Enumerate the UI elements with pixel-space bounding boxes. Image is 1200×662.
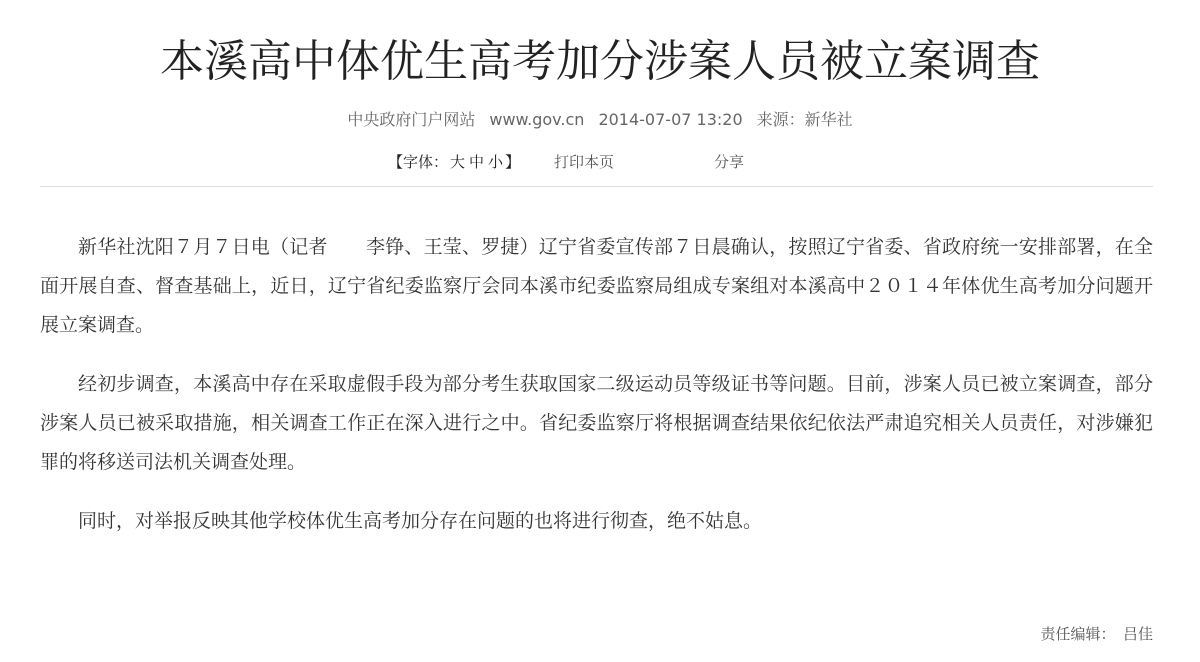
font-size-control <box>388 150 520 174</box>
responsible-editor: 责任编辑： 吕佳 <box>1040 625 1153 643</box>
source-site: 中央政府门户网站 <box>347 110 476 129</box>
site-url: www.gov.cn <box>489 110 585 129</box>
font-large-button[interactable]: 大 <box>450 153 466 171</box>
font-label-close: 】 <box>505 153 521 171</box>
paragraph-2: 经初步调查，本溪高中存在采取虚假手段为部分考生获取国家二级运动员等级证书等问题。目前，涉案人员已被立案调查，部分涉案人员已被采取措施，相关调查工作正在深入进行之中。省纪委监察厅将根据调查结果依纪依法严肃追究相关人员责任，对涉嫌犯罪的将移送司法机关调查处理。 <box>40 373 1153 473</box>
share-link[interactable]: 分享 <box>714 153 745 171</box>
font-medium-button[interactable]: 中 <box>469 153 485 171</box>
paragraph-3: 同时，对举报反映其他学校体优生高考加分存在问题的也将进行彻查，绝不姑息。 <box>78 510 763 532</box>
source-name: 新华社 <box>804 110 853 129</box>
paragraph-1: 新华社沈阳７月７日电（记者 李铮、王莹、罗捷）辽宁省委宣传部７日晨确认，按照辽宁省委、省政府统一安排部署，在全面开展自查、督查基础上，近日，辽宁省纪委监察厅会同本溪市纪委监察局组成专案组对本溪高中２０１４年体优生高考加分问题开展立案调查。 <box>40 236 1153 336</box>
header-divider <box>40 186 1153 187</box>
font-small-button[interactable]: 小 <box>488 153 504 171</box>
article-meta <box>0 108 1200 132</box>
article-tools <box>0 150 1200 174</box>
article-title: 本溪高中体优生高考加分涉案人员被立案调查 <box>160 36 1040 87</box>
article-body <box>40 228 1153 561</box>
source-label: 来源： <box>756 110 805 129</box>
publish-datetime: 2014-07-07 13:20 <box>598 110 743 129</box>
print-page-link[interactable]: 打印本页 <box>554 153 615 171</box>
font-label-open: 【字体： <box>388 153 449 171</box>
